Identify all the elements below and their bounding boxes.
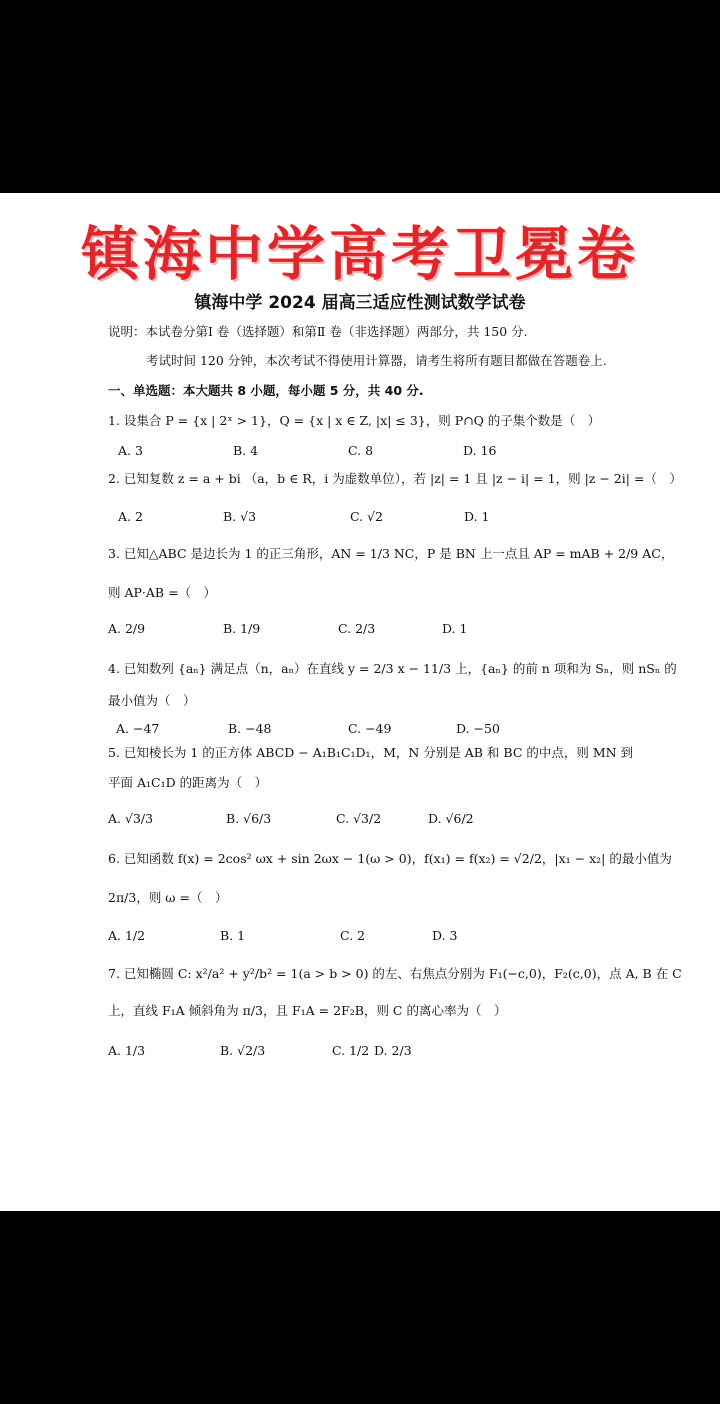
question-7-stem-line-1: 7. 已知椭圆 C: x²/a² + y²/b² = 1(a > b > 0) 的左、右焦点分别为 F₁(−c,0)，F₂(c,0)，点 A, B 在 C [108, 966, 682, 981]
exam-paper [0, 193, 720, 1211]
q4-option-c: C. −49 [348, 721, 392, 736]
q3-option-d: D. 1 [442, 621, 468, 636]
q5-option-c: C. √3/2 [336, 811, 382, 826]
q4-option-d: D. −50 [456, 721, 500, 736]
q1-option-d: D. 16 [463, 443, 497, 458]
question-5-stem-line-2: 平面 A₁C₁D 的距离为（ ） [108, 775, 268, 790]
q5-option-d: D. √6/2 [428, 811, 474, 826]
q6-option-c: C. 2 [340, 928, 366, 943]
exam-title: 镇海中学 2024 届高三适应性测试数学试卷 [194, 293, 526, 313]
q2-option-a: A. 2 [118, 509, 143, 524]
question-2-stem: 2. 已知复数 z = a + bi （a，b ∈ R，i 为虚数单位），若 |z| = 1 且 |z − i| = 1，则 |z − 2i| =（ ） [108, 471, 682, 486]
question-5-stem-line-1: 5. 已知棱长为 1 的正方体 ABCD − A₁B₁C₁D₁，M，N 分别是 AB 和 BC 的中点，则 MN 到 [108, 745, 634, 760]
q6-option-b: B. 1 [220, 928, 246, 943]
question-4-stem-line-1: 4. 已知数列 {aₙ} 满足点（n，aₙ）在直线 y = 2/3 x − 11/3 上，{aₙ} 的前 n 项和为 Sₙ，则 nSₙ 的 [108, 661, 677, 676]
question-6-stem-line-2: 2π/3，则 ω =（ ） [108, 890, 228, 905]
q2-option-d: D. 1 [464, 509, 490, 524]
q4-option-a: A. −47 [116, 721, 160, 736]
question-1-stem: 1. 设集合 P = {x | 2ˣ > 1}，Q = {x | x ∈ Z, |x| ≤ 3}，则 P∩Q 的子集个数是（ ） [108, 413, 601, 428]
intro-line-2: 考试时间 120 分钟，本次考试不得使用计算器，请考生将所有题目都做在答题卷上. [146, 353, 607, 368]
q7-option-c: C. 1/2 [332, 1043, 370, 1058]
question-3-stem-line-1: 3. 已知△ABC 是边长为 1 的正三角形，AN = 1/3 NC，P 是 BN 上一点且 AP = mAB + 2/9 AC， [108, 546, 674, 561]
intro-line-1: 说明：本试卷分第Ⅰ 卷（选择题）和第Ⅱ 卷（非选择题）两部分，共 150 分. [108, 324, 528, 339]
question-6-stem-line-1: 6. 已知函数 f(x) = 2cos² ωx + sin 2ωx − 1(ω > 0)，f(x₁) = f(x₂) = √2/2，|x₁ − x₂| 的最小值为 [108, 851, 672, 866]
q2-option-c: C. √2 [350, 509, 383, 524]
section-heading: 一、单选题：本大题共 8 小题，每小题 5 分，共 40 分. [108, 383, 424, 398]
question-4-stem-line-2: 最小值为（ ） [108, 693, 196, 708]
q3-option-a: A. 2/9 [108, 621, 146, 636]
top-black-bar [0, 0, 720, 193]
q7-option-a: A. 1/3 [108, 1043, 146, 1058]
q6-option-a: A. 1/2 [108, 928, 146, 943]
q1-option-c: C. 8 [348, 443, 374, 458]
q5-option-a: A. √3/3 [108, 811, 154, 826]
question-3-stem-line-2: 则 AP·AB =（ ） [108, 585, 217, 600]
q3-option-c: C. 2/3 [338, 621, 376, 636]
bottom-black-bar [0, 1211, 720, 1404]
q1-option-b: B. 4 [233, 443, 259, 458]
q2-option-b: B. √3 [223, 509, 257, 524]
q7-option-d: D. 2/3 [374, 1043, 412, 1058]
banner-heading: 镇海中学高考卫冕卷 [80, 220, 639, 288]
q7-option-b: B. √2/3 [220, 1043, 266, 1058]
q3-option-b: B. 1/9 [223, 621, 261, 636]
q1-option-a: A. 3 [118, 443, 143, 458]
q6-option-d: D. 3 [432, 928, 458, 943]
q5-option-b: B. √6/3 [226, 811, 272, 826]
q4-option-b: B. −48 [228, 721, 272, 736]
question-7-stem-line-2: 上，直线 F₁A 倾斜角为 π/3，且 F₁A = 2F₂B，则 C 的离心率为（ ） [108, 1003, 507, 1018]
